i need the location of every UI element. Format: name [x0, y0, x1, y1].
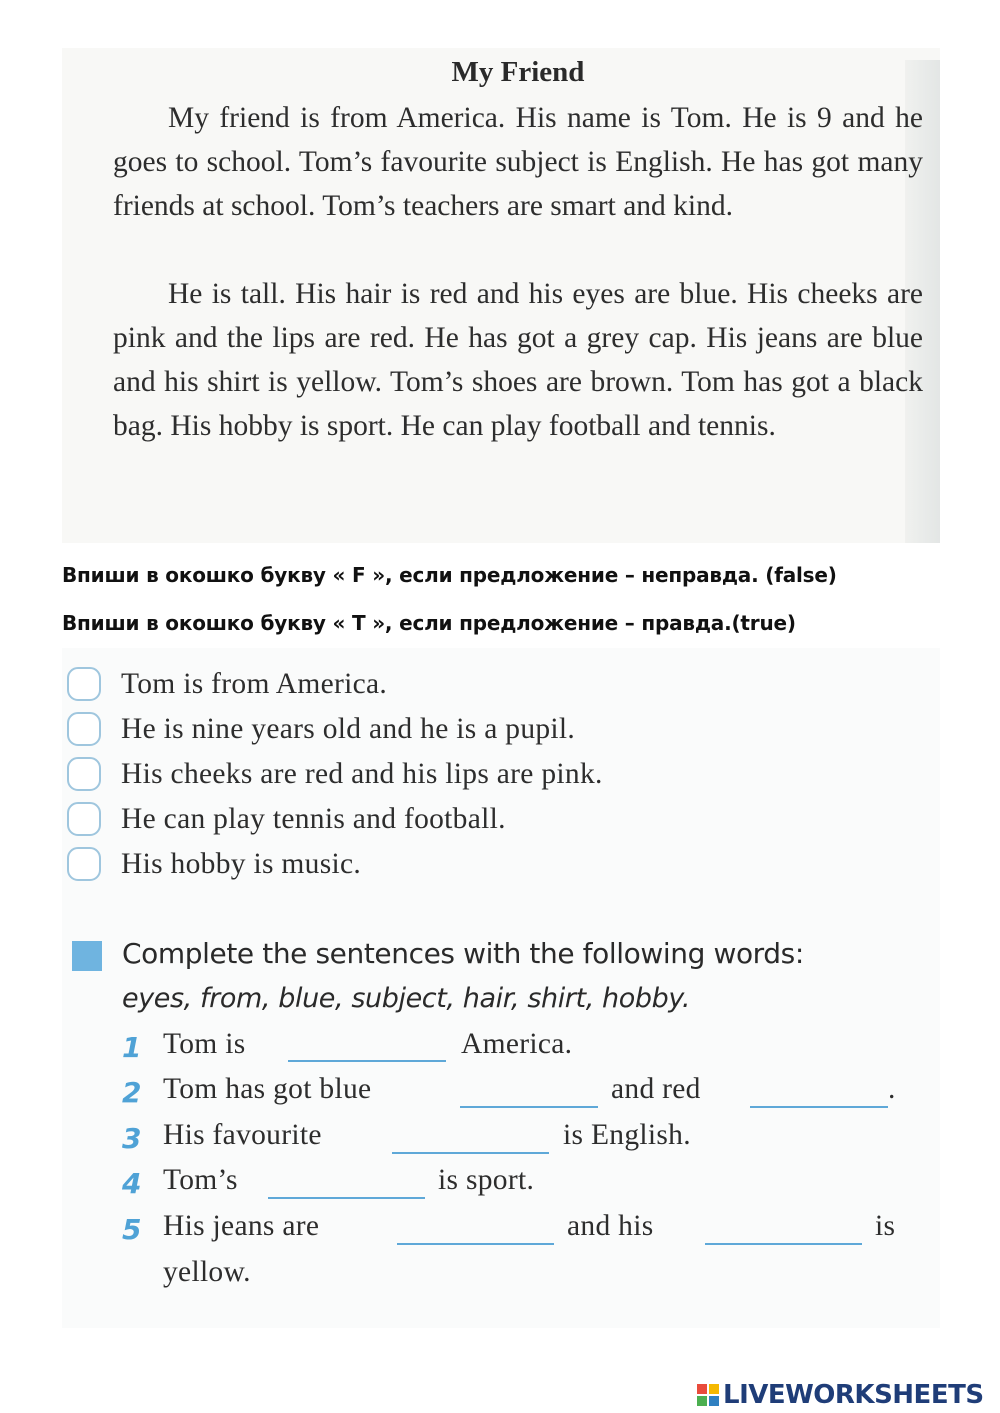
sentence-text: America. [461, 1028, 573, 1060]
sentence-text: His favourite [163, 1119, 322, 1151]
statement-text: Tom is from America. [121, 667, 388, 700]
item-number: 2 [122, 1076, 142, 1109]
answer-box[interactable] [67, 757, 101, 791]
answer-blank[interactable] [268, 1167, 425, 1199]
answer-box[interactable] [67, 847, 101, 881]
statement-text: He can play tennis and football. [121, 802, 506, 835]
item-number: 5 [122, 1213, 142, 1246]
story-title: My Friend [451, 56, 585, 88]
true-false-item [67, 754, 603, 794]
story-paragraph-2: He is tall. His hair is red and his eyes are blue. His cheeks are pink and the lips are red. He has got a grey cap. His jeans are blue and his shirt is yellow. Tom’s shoes are brown. Tom has got a black bag. His hobby is sport. He can play football and tennis. [113, 278, 923, 442]
story-paragraph-1: My friend is from America. His name is Tom. He is 9 and he goes to school. Tom’s favourite subject is English. He has got many friends at school. Tom’s teachers are smart and kind. [113, 102, 923, 222]
item-number: 1 [122, 1031, 142, 1064]
statement-text: His hobby is music. [121, 847, 362, 880]
instruction-true: Впиши в окошко букву « T », если предложение – правда.(true) [62, 611, 796, 635]
item-number: 4 [122, 1167, 142, 1200]
answer-box[interactable] [67, 802, 101, 836]
word-bank: eyes, from, blue, subject, hair, shirt, hobby. [122, 983, 691, 1014]
sentence-text: Tom is [163, 1028, 246, 1060]
answer-blank[interactable] [460, 1076, 598, 1108]
answer-box[interactable] [67, 667, 101, 701]
sentence-text: His jeans are [163, 1210, 320, 1242]
sentence-text: yellow. [163, 1256, 251, 1288]
true-false-item [67, 664, 387, 704]
sentence-text: Tom has got blue [163, 1073, 372, 1105]
true-false-item [67, 709, 575, 749]
sentence-text: and his [567, 1210, 654, 1242]
item-number: 3 [122, 1122, 142, 1155]
answer-box[interactable] [67, 712, 101, 746]
logo-square [709, 1384, 719, 1394]
true-false-item [67, 799, 506, 839]
logo-text: LIVEWORKSHEETS [723, 1380, 984, 1410]
statement-text: His cheeks are red and his lips are pink. [121, 757, 603, 790]
liveworksheets-logo [697, 1380, 984, 1410]
answer-blank[interactable] [750, 1076, 888, 1108]
sentence-text: . [888, 1073, 896, 1105]
task-square-icon [72, 941, 102, 971]
answer-blank[interactable] [705, 1213, 862, 1245]
completion-heading: Complete the sentences with the following words: [122, 937, 804, 970]
sentence-text: is [875, 1210, 896, 1242]
logo-square [697, 1384, 707, 1394]
true-false-item [67, 844, 361, 884]
logo-squares-icon [697, 1384, 719, 1406]
sentence-text: Tom’s [163, 1164, 238, 1196]
answer-blank[interactable] [397, 1213, 554, 1245]
instruction-false: Впиши в окошко букву « F », если предложение – неправда. (false) [62, 563, 837, 587]
statement-text: He is nine years old and he is a pupil. [121, 712, 576, 745]
sentence-text: is sport. [438, 1164, 535, 1196]
sentence-text: and red [611, 1073, 701, 1105]
sentence-text: is English. [563, 1119, 691, 1151]
logo-square [709, 1396, 719, 1406]
answer-blank[interactable] [392, 1122, 549, 1154]
answer-blank[interactable] [288, 1030, 446, 1062]
logo-square [697, 1396, 707, 1406]
